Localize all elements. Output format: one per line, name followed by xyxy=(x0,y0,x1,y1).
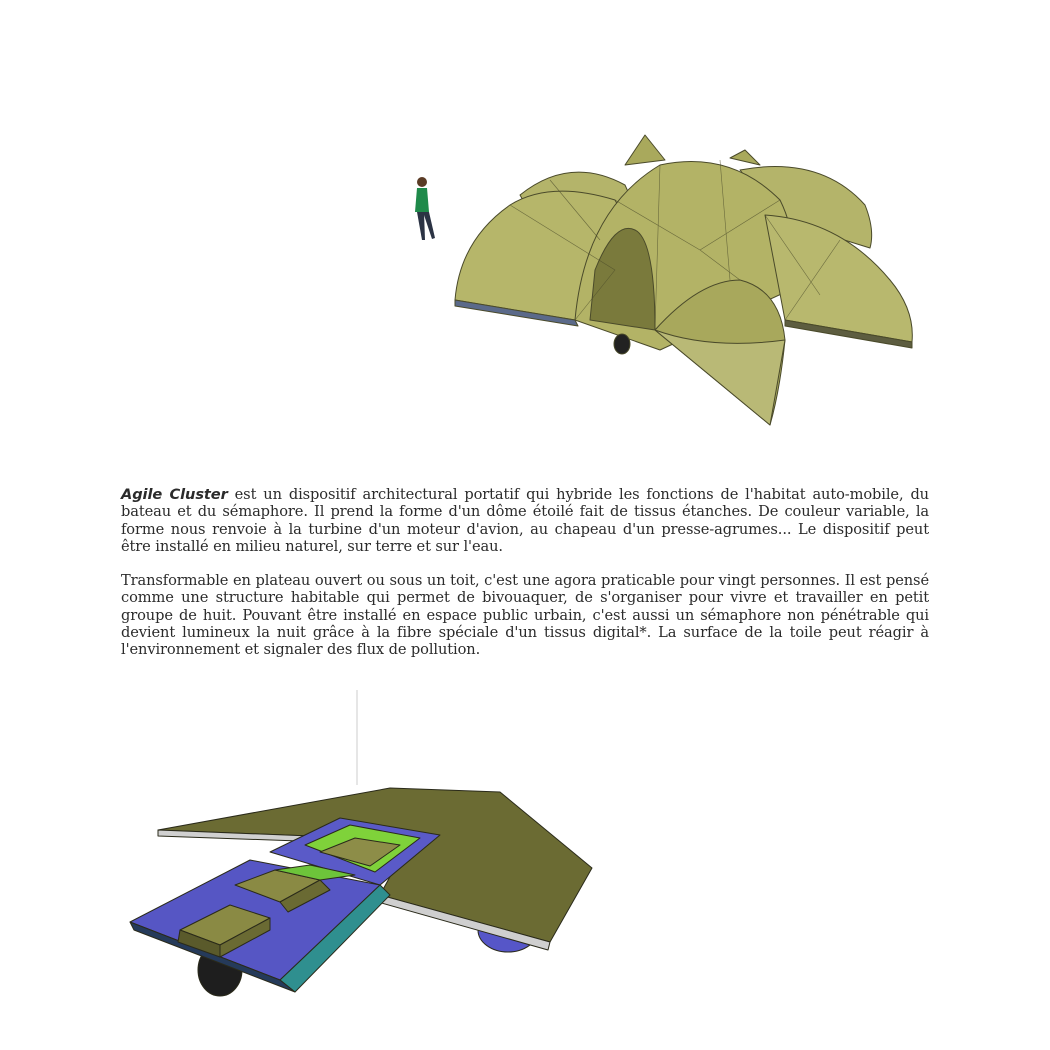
paragraph-intro xyxy=(121,486,929,555)
project-name: Agile Cluster xyxy=(121,486,228,503)
human-figure xyxy=(415,177,435,240)
paragraph-intro-text: est un dispositif architectural portatif qui hybride les fonctions de l'habitat auto-mobile, du bateau et du sémaphore. Il prend la forme d'un dôme étoilé fait de tissus étanches. De couleur variable, la forme nous renvoie à la turbine d'un moteur d'avion, au chapeau d'un presse-agrumes... Le dispositif peut être installé en milieu naturel, sur terre et sur l'eau. xyxy=(121,486,929,555)
star-dome-illustration xyxy=(400,120,940,440)
description-text-block xyxy=(121,486,929,676)
platform-illustration xyxy=(120,680,610,1020)
paragraph-details: Transformable en plateau ouvert ou sous un toit, c'est une agora praticable pour vingt personnes. Il est pensé comme une structure habitable qui permet de bivouaquer, de s'organiser pour vivre et travailler en petit groupe de huit. Pouvant être installé en espace public urbain, c'est aussi un sémaphore non pénétrable qui devient lumineux la nuit grâce à la fibre spéciale d'un tissus digital*. La surface de la toile peut réagir à l'environnement et signaler des flux de pollution. xyxy=(121,572,929,659)
